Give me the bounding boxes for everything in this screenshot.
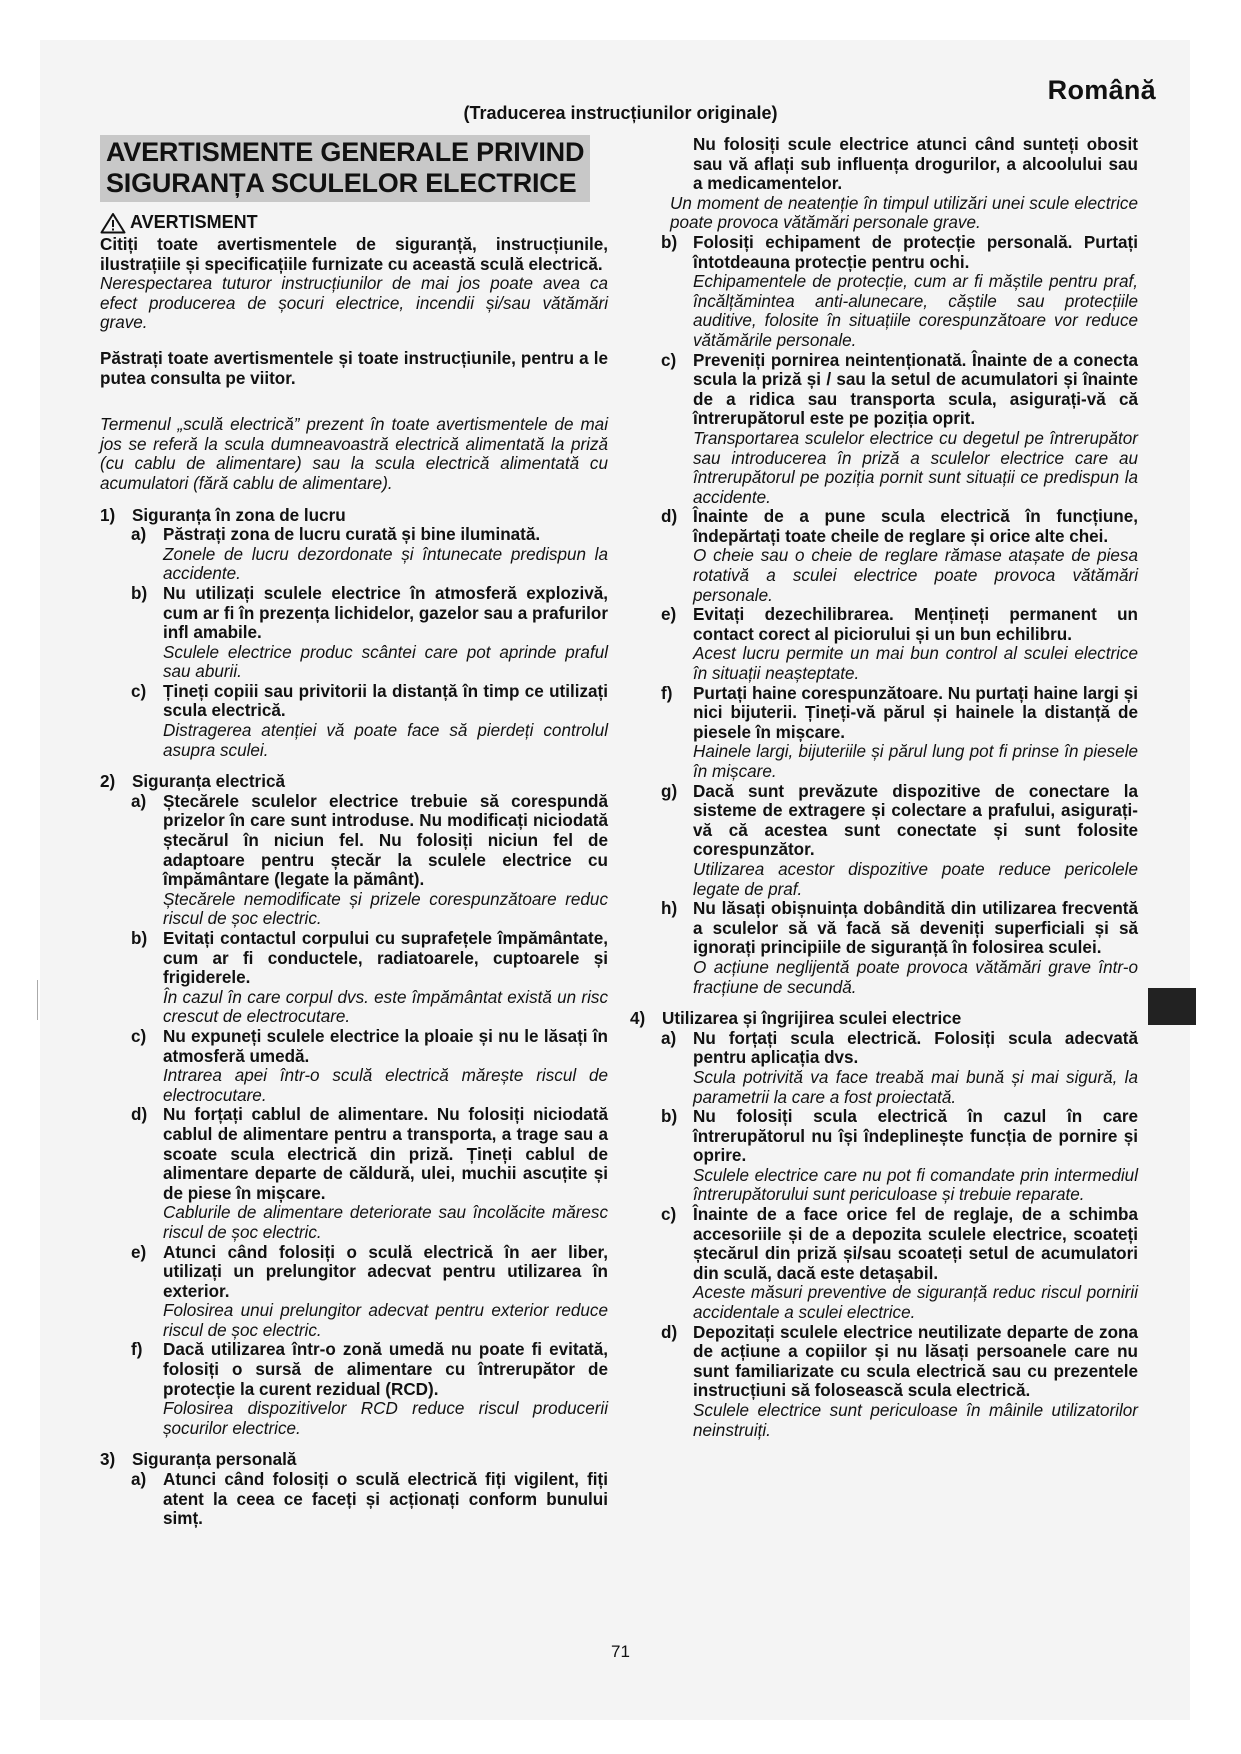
list-item: a) Ștecărele sculelor electrice trebuie să corespundă prizelor în care sunt introduse. Nu modificați niciodată ștecărul în niciun fel. Nu folosiți niciun fel de adaptoare pentru ștecăr la sculele electrice cu împământare (legate la pământ). Ștecărele nemodificate și prizele corespunzătoare reduc riscul de șoc electric.: [131, 791, 608, 929]
list-item: c) Preveniți pornirea neintenționată. Înainte de a conecta scula la priză și / sau la setul de acumulatori și înainte de a ridica sau transporta scula, asigurați-vă că întrerupătorul este pe poziția oprit. Transportarea sculelor electrice cu degetul pe întrerupător sau introducerea în priză a sculelor electrice care au întrerupătorul pe poziția pornit sunt situații ce predispun la accidente.: [661, 350, 1138, 507]
title-line-1: AVERTISMENTE GENERALE PRIVIND: [106, 137, 585, 167]
section-2-heading: 2) Siguranța electrică: [100, 772, 285, 792]
list-item: h) Nu lăsați obișnuința dobândită din utilizarea frecventă a sculelor să vă facă să deveniți superficiali și să ignorați principiile de siguranță în folosirea sculei. O acțiune neglijentă poate provoca vătămări grave într-o fracțiune de secundă.: [661, 899, 1138, 997]
section-3-heading: 3) Siguranța personală: [100, 1450, 297, 1470]
list-item: a) Atunci când folosiți o sculă electrică fiți vigilent, fiți atent la ceea ce faceți și acționați conform bunului simț.: [131, 1470, 608, 1529]
warning-bold-text: Citiți toate avertismentele de siguranță, instrucțiunile, ilustrațiile și specificațiile furnizate cu această sculă electrică.: [100, 235, 608, 274]
warning-heading: [100, 212, 608, 234]
list-item: b) Nu folosiți scula electrică în cazul în care întrerupătorul nu își îndeplinește funcția de pornire și oprire. Sculele electrice care nu pot fi comandate prin intermediul întrerupătorului sunt periculoase și trebuie reparate.: [661, 1107, 1138, 1205]
section-title: [100, 135, 590, 202]
language-tab-marker: [1148, 988, 1196, 1025]
margin-mark: [37, 980, 38, 1020]
list-item: a) Păstrați zona de lucru curată și bine iluminată. Zonele de lucru dezordonate și întunecate predispun la accidente.: [131, 525, 608, 584]
title-line-2: SIGURANȚA SCULELOR ELECTRICE: [106, 168, 577, 198]
list-item: b) Folosiți echipament de protecție personală. Purtați întotdeauna protecție pentru ochi. Echipamentele de protecție, cum ar fi măștile pentru praf, încălțămintea anti-alunecare, căștile sau protecțiile auditive, folosite în situațiile corespunzătoare vor reduce vătămările personale.: [661, 232, 1138, 350]
list-item: g) Dacă sunt prevăzute dispozitive de conectare la sisteme de extragere și colectare a prafului, asigurați-vă că acestea sunt conectate și sunt folosite corespunzător. Utilizarea acestor dispozitive poate reduce pericolele legate de praf.: [661, 781, 1138, 899]
list-item: f) Purtați haine corespunzătoare. Nu purtați haine largi și nici bijuterii. Țineți-vă părul și hainele la distanță de piesele în mișcare. Hainele largi, bijuteriile și părul lung pot fi prinse în piesele în mișcare.: [661, 683, 1138, 781]
list-item: c) Înainte de a face orice fel de reglaje, de a schimba accesoriile și de a depozita sculele electrice, scoateți ștecărul din priză și/sau scoateți setul de acumulatori din sculă, dacă este detașabil. Aceste măsuri preventive de siguranță reduc riscul pornirii accidentale a sculei electrice.: [661, 1205, 1138, 1323]
right-column: [630, 135, 1138, 1440]
keep-instructions-text: Păstrați toate avertismentele și toate instrucțiunile, pentru a le putea consulta pe viitor.: [100, 348, 608, 388]
warning-label: AVERTISMENT: [130, 212, 258, 233]
language-label: Română: [1047, 75, 1156, 105]
list-item: d) Nu forțați cablul de alimentare. Nu folosiți niciodată cablul de alimentare pentru a transporta, a trage sau a scoate scula electrică din priză. Țineți cablul de alimentare departe de căldură, ulei, muchii ascuțite și de piese în mișcare. Cablurile de alimentare deteriorate sau încolăcite măresc riscul de șoc electric.: [131, 1105, 608, 1242]
list-item: c) Nu expuneți sculele electrice la ploaie și nu le lăsați în atmosferă umedă. Intrarea apei într-o sculă electrică mărește riscul de electrocutare.: [131, 1026, 608, 1105]
list-item: d) Depozitați sculele electrice neutilizate departe de zona de acțiune a copiilor și nu lăsați persoanele care nu sunt familiarizate cu scula electrică sau cu prezentele instrucțiuni să folosească scula electrică. Sculele electrice sunt periculoase în mâinile utilizatorilor neinstruiți.: [661, 1322, 1138, 1440]
term-definition-text: Termenul „sculă electrică” prezent în toate avertismentele de mai jos se referă la scula dumneavoastră electrică alimentată la priză (cu cablu de alimentare) sau la scula electrică alimentată cu acumulatori (fără cablu de alimentare).: [100, 415, 608, 493]
list-item: c) Țineți copiii sau privitorii la distanță în timp ce utilizați scula electrică. Distragerea atenției vă poate face să pierdeți controlul asupra sculei.: [131, 681, 608, 760]
list-item: f) Dacă utilizarea într-o zonă umedă nu poate fi evitată, folosiți o sursă de alimentare cu întrerupător de protecție la curent rezidual (RCD). Folosirea dispozitivelor RCD reduce riscul producerii șocurilor electrice.: [131, 1340, 608, 1438]
section-1-heading: 1) Siguranța în zona de lucru: [100, 505, 346, 525]
list-item: e) Atunci când folosiți o sculă electrică în aer liber, utilizați un prelungitor adecvat pentru utilizarea în exterior. Folosirea unui prelungitor adecvat pentru exterior reduce riscul de șoc electric.: [131, 1242, 608, 1340]
list-item: d) Înainte de a pune scula electrică în funcțiune, îndepărtați toate cheile de reglare și orice alte chei. O cheie sau o cheie de reglare rămase atașate de piesa rotativă a sculei electrice poate provoca vătămări personale.: [661, 507, 1138, 605]
warning-triangle-icon: [100, 212, 126, 234]
warning-italic-text: Nerespectarea tuturor instrucțiunilor de mai jos poate avea ca efect producerea de șocuri electrice, incendii și/sau vătămări grave.: [100, 274, 608, 333]
continued-italic-text: Un moment de neatenție în timpul utilizări unei scule electrice poate provoca vătămări personale grave.: [670, 193, 1138, 233]
list-item: a) Nu forțați scula electrică. Folosiți scula adecvată pentru aplicația dvs. Scula potrivită va face treabă mai bună și mai sigură, la parametrii la care a fost proiectată.: [661, 1028, 1138, 1107]
continued-bold-text: Nu folosiți scule electrice atunci când sunteți obosit sau vă aflați sub influența drogurilor, a alcoolului sau a medicamentelor.: [693, 135, 1138, 194]
page-number: 71: [611, 1642, 630, 1661]
document-subtitle: (Traducerea instrucțiunilor originale): [463, 103, 778, 123]
section-4-heading: 4) Utilizarea și îngrijirea sculei electrice: [630, 1009, 962, 1029]
list-item: e) Evitați dezechilibrarea. Mențineți permanent un contact corect al piciorului și un bun echilibru. Acest lucru permite un mai bun control al sculei electrice în situații neașteptate.: [661, 605, 1138, 684]
list-item: b) Evitați contactul corpului cu suprafețele împământate, cum ar fi conductele, radiatoarele, cuptoarele și frigiderele. În cazul în care corpul dvs. este împământat există un risc crescut de electrocutare.: [131, 929, 608, 1027]
list-item: b) Nu utilizați sculele electrice în atmosferă explozivă, cum ar fi în prezența lichidelor, gazelor sau a prafurilor infl amabile. Sculele electrice produc scântei care pot aprinde praful sau aburii.: [131, 583, 608, 682]
left-column: [100, 135, 608, 1529]
